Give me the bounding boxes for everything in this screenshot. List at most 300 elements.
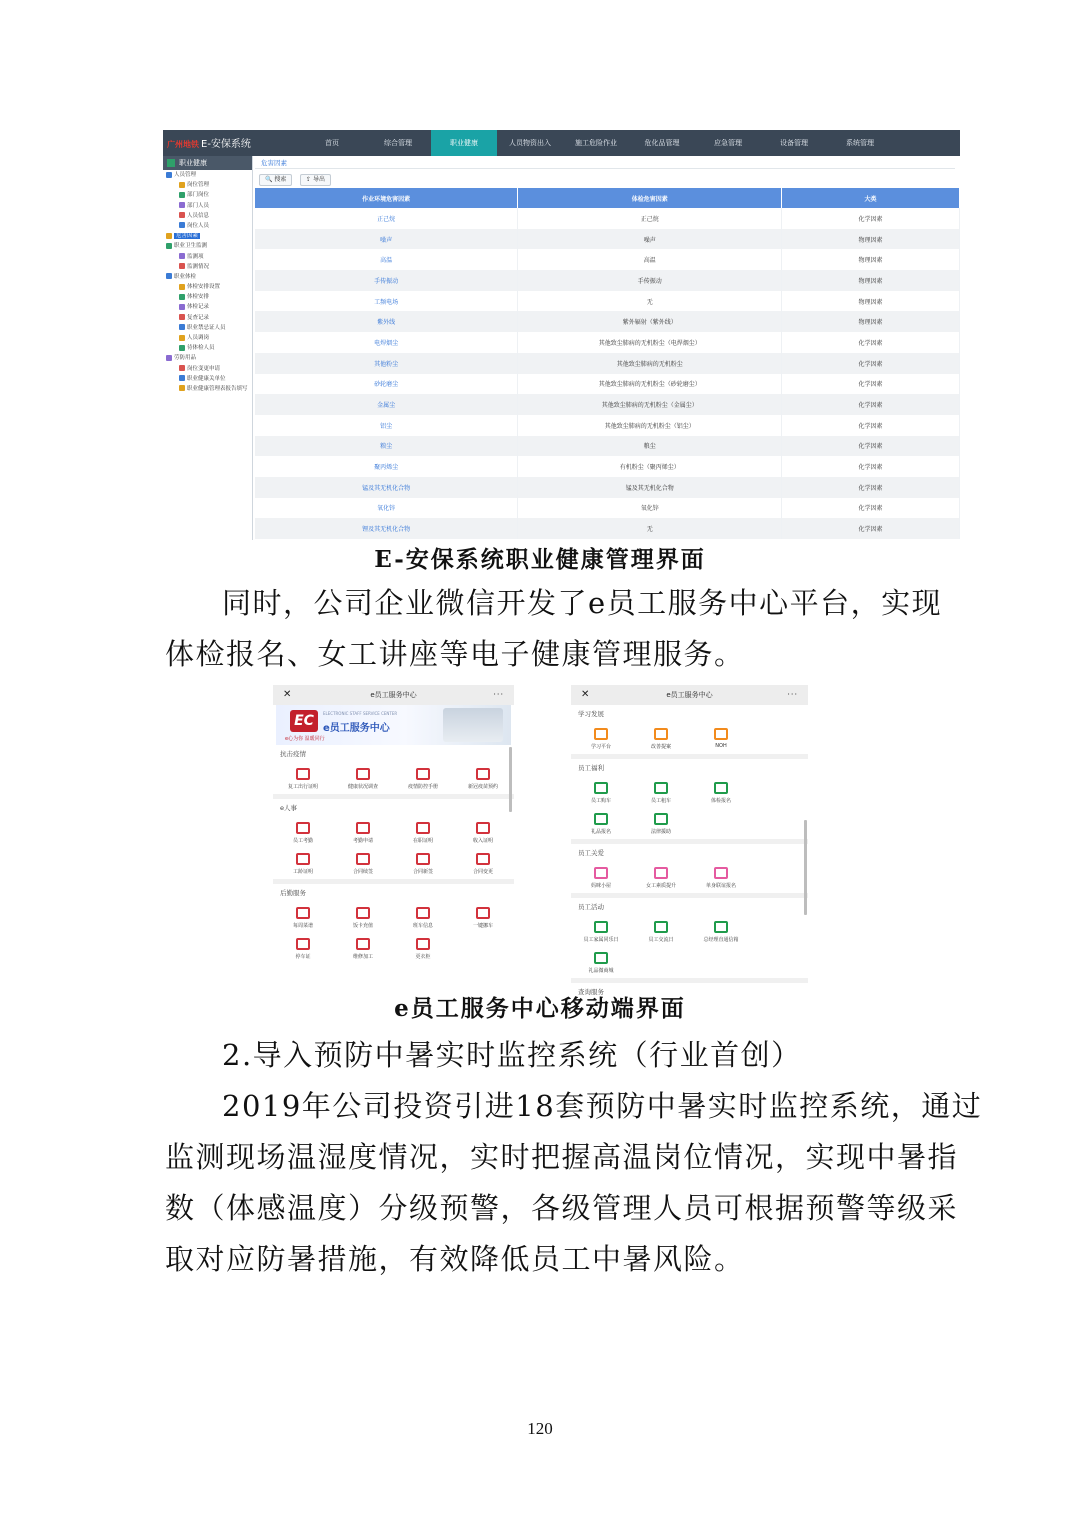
table-header: 作业环境危害因素 <box>255 188 518 208</box>
service-label: 法律援助 <box>650 829 671 835</box>
service-label: 工龄证明 <box>292 869 313 875</box>
table-cell: 正己烷 <box>518 208 782 229</box>
sidebar-tree-label: 岗位管理 <box>187 182 210 189</box>
table-row <box>255 353 960 374</box>
table-cell: 有机粉尘（聚丙烯尘） <box>518 456 782 477</box>
service-label: 体检报名 <box>710 798 731 804</box>
service-icon <box>296 768 310 780</box>
close-icon[interactable]: ✕ <box>581 689 590 700</box>
banner-people-image <box>443 708 503 742</box>
close-icon[interactable]: ✕ <box>283 689 292 700</box>
sidebar-tree-item[interactable] <box>163 180 252 190</box>
service-label: 学习平台 <box>590 744 611 750</box>
section-title: 抗击疫情 <box>280 750 306 758</box>
service-label: 每周菜谱 <box>292 923 313 929</box>
sidebar-tree-label: 人员信息 <box>187 212 210 219</box>
service-icon <box>714 921 728 933</box>
service-icon <box>476 907 490 919</box>
node-icon <box>179 202 185 208</box>
service-icon <box>594 728 608 740</box>
sidebar-tree-item[interactable] <box>163 364 252 374</box>
sidebar-tree-label: 部门人员 <box>187 202 210 209</box>
sidebar <box>163 156 253 540</box>
service-icon <box>416 853 430 865</box>
section-title: 员工福利 <box>578 764 604 772</box>
node-icon <box>179 375 185 381</box>
sidebar-tree-item[interactable] <box>163 221 252 231</box>
page-number: 120 <box>527 1419 553 1438</box>
node-icon <box>179 212 185 218</box>
sidebar-tree-item[interactable] <box>163 333 252 343</box>
table-cell[interactable]: 电焊烟尘 <box>255 332 518 353</box>
phone1-content <box>273 745 514 964</box>
table-cell: 化学因素 <box>782 498 960 519</box>
icon-grid <box>273 763 514 794</box>
table-cell: 高温 <box>518 249 782 270</box>
sidebar-tree-label: 监测情况 <box>187 263 210 270</box>
service-label: 维修加工 <box>352 954 373 960</box>
service-item[interactable] <box>631 916 691 947</box>
service-icon <box>416 822 430 834</box>
table-row <box>255 270 960 291</box>
service-item[interactable] <box>453 848 513 879</box>
service-icon <box>714 867 728 879</box>
table-cell[interactable]: 噪声 <box>255 229 518 250</box>
icon-grid <box>273 902 514 964</box>
paragraph-2-line-3: 数（体感温度）分级预警，各级管理人员可根据预警等级采 <box>165 1191 959 1225</box>
section-title: 员工活动 <box>578 903 604 911</box>
more-icon[interactable]: ··· <box>493 690 504 699</box>
table-cell: 锰及其无机化合物 <box>518 477 782 498</box>
sidebar-tree-label: 待体检人员 <box>187 345 215 352</box>
service-icon <box>356 768 370 780</box>
nav-item[interactable]: 系统管理 <box>846 139 874 147</box>
nav-item[interactable]: 职业健康 <box>431 130 497 156</box>
sidebar-tree-item[interactable] <box>163 313 252 323</box>
table-cell[interactable]: 粮尘 <box>255 436 518 457</box>
nav-item[interactable]: 人员物资出入 <box>509 139 551 147</box>
app-logo: 广州地铁 E-安保系统 <box>167 139 251 150</box>
table-row <box>255 456 960 477</box>
sidebar-tree-label: 体检安排 <box>187 294 210 301</box>
phone-screenshot-1 <box>273 685 514 988</box>
service-item[interactable] <box>571 947 631 978</box>
phone-title: e员工服务中心 <box>370 691 417 699</box>
node-icon <box>179 385 185 391</box>
sidebar-tree-label: 危害因素 <box>176 233 199 240</box>
service-icon <box>594 952 608 964</box>
service-label: 妈咪小屋 <box>590 883 611 889</box>
sidebar-tree-item[interactable] <box>163 343 252 353</box>
table-cell[interactable]: 紫外线 <box>255 311 518 332</box>
node-icon <box>179 365 185 371</box>
service-label: 收入证明 <box>472 838 493 844</box>
export-button[interactable]: ⇪ 导出 <box>300 174 331 186</box>
phone-screenshot-2 <box>571 685 808 996</box>
nav-item[interactable]: 危化品管理 <box>644 139 680 147</box>
service-item[interactable] <box>333 817 393 848</box>
folder-icon <box>166 355 172 361</box>
table-cell[interactable]: 氧化锌 <box>255 498 518 519</box>
table-cell: 化学因素 <box>782 477 960 498</box>
folder-icon <box>166 273 172 279</box>
table-cell: 化学因素 <box>782 456 960 477</box>
sidebar-tree-label: 监测项 <box>187 253 204 260</box>
table-row <box>255 249 960 270</box>
table-cell[interactable]: 工频电场 <box>255 291 518 312</box>
table-cell: 物理因素 <box>782 270 960 291</box>
service-item[interactable] <box>273 817 333 848</box>
table-row <box>255 498 960 519</box>
icon-grid <box>273 817 514 879</box>
service-icon <box>476 853 490 865</box>
table-cell[interactable]: 其他粉尘 <box>255 353 518 374</box>
table-cell: 物理因素 <box>782 229 960 250</box>
service-icon <box>714 728 728 740</box>
table-cell: 手传振动 <box>518 270 782 291</box>
nav-item[interactable]: 应急管理 <box>714 139 742 147</box>
service-item[interactable] <box>273 933 333 964</box>
service-label: 员工考勤 <box>292 838 313 844</box>
top-nav-bar <box>163 130 960 156</box>
service-item[interactable] <box>393 848 453 879</box>
node-icon <box>179 324 185 330</box>
table-row <box>255 291 960 312</box>
service-item[interactable] <box>571 777 631 808</box>
table-cell: 噪声 <box>518 229 782 250</box>
service-label: 停车证 <box>295 954 311 960</box>
section-title: 学习发展 <box>578 710 604 718</box>
service-icon <box>356 938 370 950</box>
phone-title: e员工服务中心 <box>666 691 713 699</box>
banner-slogan: e心为你 温暖同行 <box>285 736 325 742</box>
scrollbar[interactable] <box>509 747 512 812</box>
service-item[interactable] <box>631 723 691 754</box>
service-icon <box>356 853 370 865</box>
table-cell: 其他致尘肺病的无机粉尘 <box>518 353 782 374</box>
service-icon <box>476 822 490 834</box>
table-cell: 其他致尘肺病的无机粉尘（电焊烟尘） <box>518 332 782 353</box>
table-header: 体检危害因素 <box>518 188 782 208</box>
table-cell[interactable]: 砂轮磨尘 <box>255 374 518 395</box>
ec-logo: EC <box>290 710 318 732</box>
table-cell: 其他致尘肺病的无机粉尘（金属尘） <box>518 394 782 415</box>
node-icon <box>179 253 185 259</box>
service-item[interactable] <box>453 763 513 794</box>
icon-grid <box>571 862 808 893</box>
icon-grid <box>571 777 808 839</box>
icon-grid <box>571 916 808 978</box>
sidebar-tree-label: 职业体检 <box>174 273 197 280</box>
node-icon <box>179 314 185 320</box>
search-icon: 🔍 <box>265 176 273 183</box>
service-label: 更衣柜 <box>415 954 431 960</box>
table-cell: 粮尘 <box>518 436 782 457</box>
service-icon <box>714 782 728 794</box>
service-item[interactable] <box>333 933 393 964</box>
service-icon <box>654 813 668 825</box>
banner-title: e员工服务中心 <box>323 723 390 734</box>
paragraph-1-line-2: 体检报名、女工讲座等电子健康管理服务。 <box>165 637 745 671</box>
table-row <box>255 208 960 229</box>
service-label: 员工家属同乐日 <box>583 937 619 943</box>
service-item[interactable] <box>333 848 393 879</box>
table-cell: 物理因素 <box>782 249 960 270</box>
sidebar-tree-item[interactable] <box>163 302 252 312</box>
service-label: 合同变更 <box>472 869 493 875</box>
service-label: 健康状况调查 <box>347 784 378 790</box>
section-heading-2: 2.导入预防中暑实时监控系统（行业首创） <box>222 1038 802 1072</box>
service-label: 总经理直通信箱 <box>703 937 739 943</box>
service-item[interactable] <box>691 916 751 947</box>
service-label: NOH <box>715 743 727 749</box>
service-item[interactable] <box>273 848 333 879</box>
table-cell[interactable]: 锰及其无机化合物 <box>255 477 518 498</box>
table-cell[interactable]: 高温 <box>255 249 518 270</box>
node-icon <box>179 304 185 310</box>
service-icon <box>654 728 668 740</box>
service-icon <box>356 907 370 919</box>
service-item[interactable] <box>691 777 751 808</box>
service-label: 礼品微商城 <box>588 968 614 974</box>
table-cell[interactable]: 锂及其无机化合物 <box>255 518 518 539</box>
service-label: 改善提案 <box>650 744 671 750</box>
service-icon <box>296 853 310 865</box>
service-icon <box>296 822 310 834</box>
service-label: 女工素质提升 <box>645 883 676 889</box>
sidebar-tree-item[interactable] <box>163 211 252 221</box>
service-label: 单身联谊报名 <box>705 883 736 889</box>
node-icon <box>179 222 185 228</box>
table-cell[interactable]: 手传振动 <box>255 270 518 291</box>
service-label: 饭卡充值 <box>352 923 373 929</box>
sidebar-tree-item[interactable] <box>163 252 252 262</box>
service-item[interactable] <box>333 763 393 794</box>
folder-icon <box>166 243 172 249</box>
search-button[interactable]: 🔍 搜索 <box>259 174 292 186</box>
service-item[interactable] <box>631 862 691 893</box>
banner-subtitle: ELECTRONIC STAFF SERVICE CENTER <box>323 711 398 716</box>
desktop-screenshot <box>163 130 960 540</box>
table-row <box>255 374 960 395</box>
service-icon <box>654 921 668 933</box>
service-item[interactable] <box>393 817 453 848</box>
caption-desktop: E-安保系统职业健康管理界面 <box>374 546 706 573</box>
service-icon <box>296 907 310 919</box>
node-icon <box>179 284 185 290</box>
sidebar-title: 职业健康 <box>163 156 252 170</box>
section-title: 员工关爱 <box>578 849 604 857</box>
sidebar-tree-label: 人员调岗 <box>187 335 210 341</box>
service-label: 疫情防控手册 <box>407 784 438 790</box>
service-icon <box>594 867 608 879</box>
service-label: 员工交流日 <box>648 937 674 943</box>
banner <box>276 705 511 745</box>
table-cell[interactable]: 聚丙烯尘 <box>255 456 518 477</box>
table-cell: 化学因素 <box>782 394 960 415</box>
service-item[interactable] <box>571 723 631 754</box>
node-icon <box>179 335 185 341</box>
table-cell: 物理因素 <box>782 291 960 312</box>
service-icon <box>416 907 430 919</box>
hazard-table <box>255 188 960 539</box>
sidebar-tree-label: 部门岗位 <box>187 192 210 199</box>
sidebar-tree-label: 体检记录 <box>187 304 210 311</box>
service-label: 考勤申请 <box>352 838 373 844</box>
sidebar-tree-label: 职业卫生监测 <box>174 243 208 250</box>
nav-item[interactable]: 施工危险作业 <box>575 139 617 147</box>
table-cell: 氧化锌 <box>518 498 782 519</box>
node-icon <box>179 294 185 300</box>
service-item[interactable] <box>393 763 453 794</box>
service-label: 在职证明 <box>412 838 433 844</box>
table-header: 大类 <box>782 188 960 208</box>
sidebar-tree-label: 职业健康关单位 <box>187 375 226 382</box>
sidebar-tree-item[interactable] <box>163 190 252 200</box>
paragraph-2-line-2: 监测现场温湿度情况，实时把握高温岗位情况，实现中暑指 <box>165 1140 959 1174</box>
table-cell: 化学因素 <box>782 415 960 436</box>
service-item[interactable] <box>393 902 453 933</box>
scrollbar[interactable] <box>804 820 807 915</box>
service-icon <box>654 782 668 794</box>
sidebar-tree-item[interactable] <box>163 374 252 384</box>
service-item[interactable] <box>631 777 691 808</box>
service-item[interactable] <box>571 808 631 839</box>
caption-mobile: e员工服务中心移动端界面 <box>394 995 686 1022</box>
service-label: 合同新签 <box>412 869 433 875</box>
service-icon <box>594 813 608 825</box>
table-cell: 化学因素 <box>782 332 960 353</box>
sidebar-tree-item[interactable] <box>163 323 252 333</box>
sidebar-tree-item[interactable] <box>163 170 252 180</box>
sidebar-tree-label: 体检安排设置 <box>187 284 221 291</box>
service-label: 员工租车 <box>650 798 671 804</box>
service-icon <box>416 938 430 950</box>
service-label: 礼品报名 <box>590 829 611 835</box>
service-icon <box>594 921 608 933</box>
icon-grid <box>571 723 808 754</box>
section-title: 后勤服务 <box>280 889 306 897</box>
service-item[interactable] <box>333 902 393 933</box>
table-row <box>255 477 960 498</box>
phone-title-bar <box>571 685 808 705</box>
sidebar-tree-item[interactable] <box>163 272 252 282</box>
service-icon <box>594 782 608 794</box>
service-icon <box>356 822 370 834</box>
folder-icon <box>166 233 172 239</box>
export-icon: ⇪ <box>306 176 312 183</box>
table-cell: 化学因素 <box>782 374 960 395</box>
section-title: e人事 <box>280 804 297 812</box>
phone2-content <box>571 705 808 1001</box>
main-nav <box>299 130 893 156</box>
service-icon <box>476 768 490 780</box>
tab-hazard-factors[interactable]: 危害因素 <box>255 157 955 169</box>
nav-item[interactable]: 综合管理 <box>384 139 412 147</box>
service-item[interactable] <box>631 808 691 839</box>
paragraph-2-line-1: 2019年公司投资引进18套预防中暑实时监控系统，通过 <box>222 1089 983 1123</box>
table-cell: 无 <box>518 518 782 539</box>
table-row <box>255 518 960 539</box>
table-cell[interactable]: 铝尘 <box>255 415 518 436</box>
nav-item[interactable]: 设备管理 <box>780 139 808 147</box>
service-item[interactable] <box>571 916 631 947</box>
node-icon <box>179 263 185 269</box>
sidebar-tree-label: 岗位人员 <box>187 222 210 229</box>
service-label: 新冠疫苗预约 <box>467 784 498 790</box>
sidebar-tree-item[interactable] <box>163 262 252 272</box>
service-item[interactable] <box>393 933 453 964</box>
sidebar-tree-item[interactable] <box>163 384 252 394</box>
sidebar-tree-label: 职业禁忌证人员 <box>187 324 226 331</box>
table-cell: 化学因素 <box>782 353 960 374</box>
table-row <box>255 332 960 353</box>
sidebar-tree-item[interactable] <box>163 282 252 292</box>
sidebar-tree-item[interactable] <box>163 353 252 363</box>
paragraph-1-line-1: 同时，公司企业微信开发了e员工服务中心平台，实现 <box>222 586 943 620</box>
table-row <box>255 311 960 332</box>
table-cell: 化学因素 <box>782 518 960 539</box>
sidebar-tree-label: 人员管理 <box>174 172 197 178</box>
sidebar-tree-item[interactable] <box>163 201 252 211</box>
service-item[interactable] <box>273 763 333 794</box>
section-title: 查询服务 <box>578 988 604 996</box>
table-cell: 紫外辐射（紫外线） <box>518 311 782 332</box>
sidebar-tree-label: 劳防用品 <box>174 355 197 362</box>
paragraph-2-line-4: 取对应防暑措施，有效降低员工中暑风险。 <box>165 1242 745 1276</box>
service-icon <box>416 768 430 780</box>
table-cell: 无 <box>518 291 782 312</box>
service-icon <box>654 867 668 879</box>
folder-icon <box>166 172 172 178</box>
table-cell: 化学因素 <box>782 208 960 229</box>
node-icon <box>179 182 185 188</box>
phone-title-bar <box>273 685 514 705</box>
table-cell: 化学因素 <box>782 436 960 457</box>
service-item[interactable] <box>571 862 631 893</box>
sidebar-tree <box>163 170 252 394</box>
service-item[interactable] <box>453 902 513 933</box>
nav-item[interactable]: 首页 <box>325 139 339 147</box>
service-item[interactable] <box>691 723 751 754</box>
service-item[interactable] <box>453 817 513 848</box>
service-label: 复工出行证明 <box>287 784 318 790</box>
sidebar-tree-item[interactable] <box>163 241 252 251</box>
sidebar-tree-label: 职业健康管理表报告填写 <box>187 385 248 392</box>
service-label: 一键挪车 <box>472 923 493 929</box>
table-cell: 其他致尘肺病的无机粉尘（砂轮磨尘） <box>518 374 782 395</box>
table-row <box>255 394 960 415</box>
sidebar-tree-item[interactable] <box>163 231 252 241</box>
table-row <box>255 436 960 457</box>
node-icon <box>179 345 185 351</box>
more-icon[interactable]: ··· <box>787 690 798 699</box>
sidebar-tree-label: 岗位变更申请 <box>187 365 221 372</box>
table-row <box>255 415 960 436</box>
table-row <box>255 229 960 250</box>
sidebar-tree-item[interactable] <box>163 292 252 302</box>
service-item[interactable] <box>273 902 333 933</box>
service-label: 合同续签 <box>352 869 373 875</box>
sidebar-tree-label: 复查记录 <box>187 314 210 321</box>
table-cell[interactable]: 金属尘 <box>255 394 518 415</box>
service-label: 员工购车 <box>590 798 611 804</box>
node-icon <box>179 192 185 198</box>
service-label: 班车信息 <box>412 923 433 929</box>
service-item[interactable] <box>691 862 751 893</box>
service-icon <box>296 938 310 950</box>
table-cell[interactable]: 正己烷 <box>255 208 518 229</box>
